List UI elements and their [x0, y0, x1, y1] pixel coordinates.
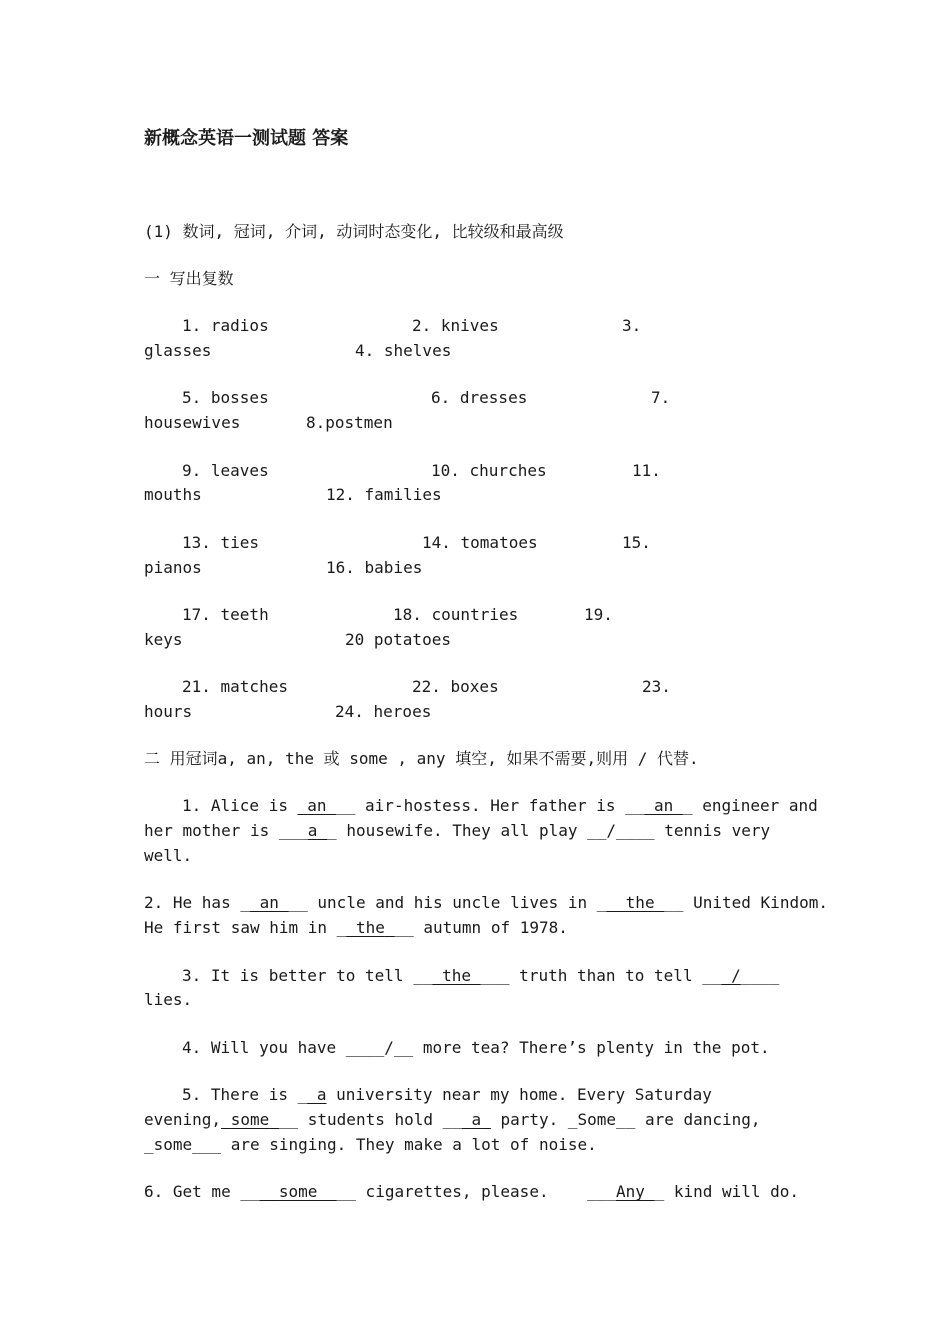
answer-blank: __the_ [606, 893, 665, 912]
plural-item: 7. [651, 388, 671, 407]
plural-item: 2. knives [412, 316, 499, 335]
plural-item: 9. leaves [182, 461, 269, 480]
section-heading: 二 用冠词a, an, the 或 some , any 填空, 如果不需要,则用 / 代替. [144, 749, 699, 768]
plural-item: 5. bosses [182, 388, 269, 407]
plural-item: 14. tomatoes [422, 533, 538, 552]
plural-item: 22. boxes [412, 677, 499, 696]
answer-blank: __some__ [259, 1182, 337, 1201]
plural-item: keys [144, 630, 183, 649]
part-heading: (1) 数词, 冠词, 介词, 动词时态变化, 比较级和最高级 [144, 222, 564, 241]
question-3-line: lies. [144, 990, 193, 1009]
plural-item: 3. [622, 316, 642, 335]
question-4-line: 4. Will you have ____/__ more tea? There’s plenty in the pot. [182, 1038, 770, 1057]
plural-item: 15. [622, 533, 651, 552]
plural-item: 6. dresses [431, 388, 528, 407]
plural-item: 24. heroes [335, 702, 432, 721]
answer-blank: Any_ [616, 1182, 655, 1201]
section-heading: 一 写出复数 [144, 269, 234, 288]
answer-blank: a_ [307, 821, 328, 840]
plural-item: 16. babies [326, 558, 423, 577]
plural-item: glasses [144, 341, 212, 360]
question-1-line: 1. Alice is _an___ air-hostess. Her father is ___an__ engineer and [182, 796, 818, 815]
answer-blank: _an_ [249, 893, 289, 912]
question-5-line: 5. There is __a university near my home. Every Saturday [182, 1085, 712, 1104]
plural-item: 11. [632, 461, 661, 480]
answer-blank: _some_ [221, 1110, 279, 1129]
plural-item: 18. countries [393, 605, 519, 624]
question-2-line: 2. He has __an___ uncle and his uncle lives in ___the___ United Kindom. [144, 893, 828, 912]
plural-item: 1. radios [182, 316, 269, 335]
plural-item: 23. [642, 677, 671, 696]
plural-item: hours [144, 702, 193, 721]
answer-blank: _a_ [461, 1110, 491, 1129]
question-5-line: _some___ are singing. They make a lot of noise. [144, 1135, 597, 1154]
plural-item: 10. churches [431, 461, 547, 480]
plural-item: pianos [144, 558, 202, 577]
answer-blank: _the_ [432, 966, 481, 985]
plural-item: housewives [144, 413, 241, 432]
answer-blank: _/ [721, 966, 741, 985]
plural-item: 8.postmen [306, 413, 393, 432]
question-3-line: 3. It is better to tell ___the____ truth than to tell ___/____ [182, 966, 780, 985]
answer-blank: _an_ [297, 796, 337, 815]
plural-item: 20 potatoes [345, 630, 451, 649]
question-6-line: 6. Get me ____some____ cigarettes, please. ___Any__ kind will do. [144, 1182, 800, 1201]
answer-blank: _the_ [346, 918, 395, 937]
answer-blank: _an_ [644, 796, 683, 815]
page-title: 新概念英语一测试题 答案 [144, 128, 349, 149]
plural-item: 19. [584, 605, 613, 624]
question-1-line: her mother is ___a__ housewife. They all play __/____ tennis very [144, 821, 771, 840]
plural-item: 21. matches [182, 677, 288, 696]
answer-blank: _a [307, 1085, 327, 1104]
question-1-line: well. [144, 846, 193, 865]
plural-item: 13. ties [182, 533, 260, 552]
plural-item: 4. shelves [355, 341, 452, 360]
plural-item: 17. teeth [182, 605, 269, 624]
question-2-line: He first saw him in __the___ autumn of 1978. [144, 918, 568, 937]
question-5-line: evening,_some___ students hold ___a_ party. _Some__ are dancing, [144, 1110, 761, 1129]
plural-item: mouths [144, 485, 202, 504]
plural-item: 12. families [326, 485, 442, 504]
